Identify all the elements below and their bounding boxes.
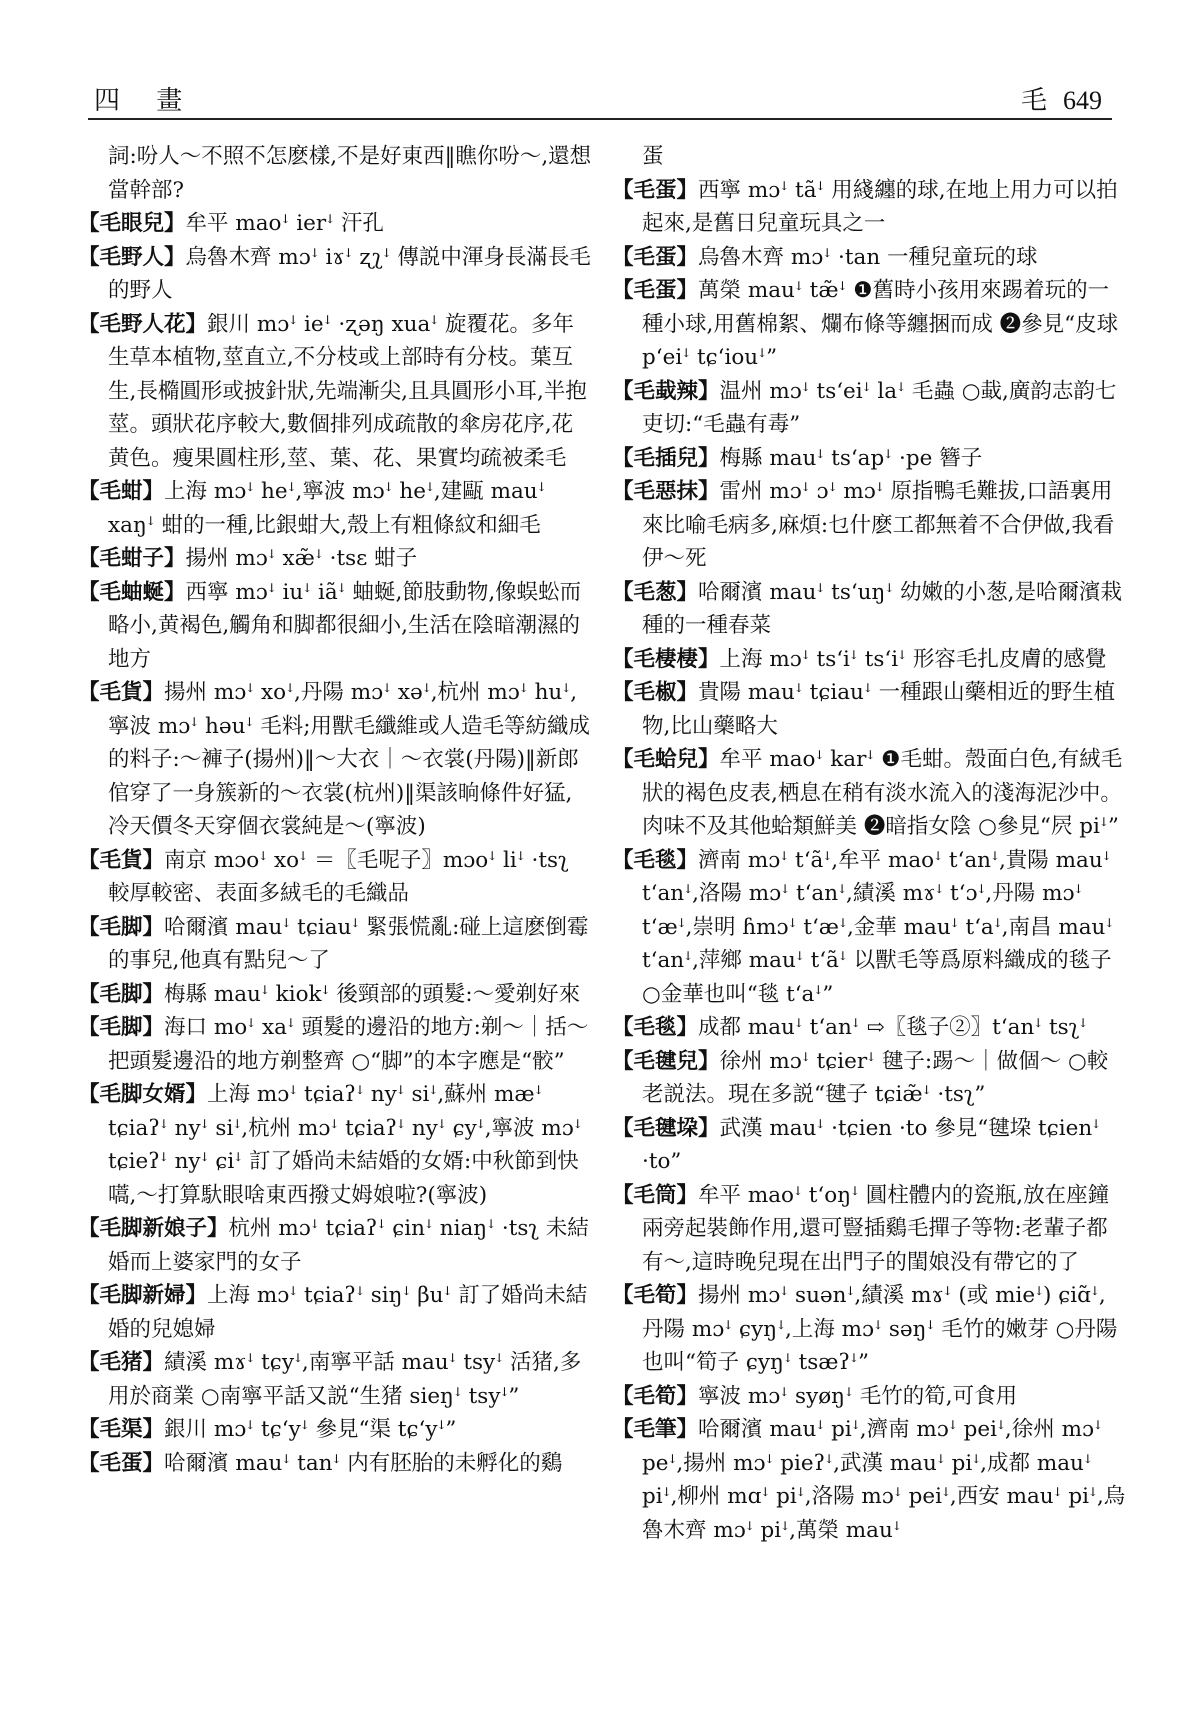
dictionary-entry (78, 1447, 593, 1481)
dictionary-entry (612, 274, 1127, 375)
dictionary-entry (612, 1045, 1127, 1112)
dictionary-entry (78, 978, 593, 1012)
entry-text: 成都 mauꜜ tʻanꜜ ⇨〖毯子②〗tʻanꜜ tsʅꜜ (698, 1015, 1088, 1040)
entry-headword: 【毛蛋】 (612, 177, 699, 203)
entry-text: 杭州 mɔꜜ tɕiaʔꜜ ɕinꜜ niaŋꜜ ·tsʅ 未結婚而上婆家門的女子 (108, 1216, 589, 1275)
dictionary-entry (612, 140, 1127, 174)
entry-text: 哈爾濱 mauꜜ tɕiauꜜ 緊張慌亂:碰上這麽倒霉的事兒,他真有點兒～了 (108, 914, 589, 973)
dictionary-entry (78, 1346, 593, 1413)
dictionary-entry (612, 844, 1127, 1012)
entry-headword: 【毛貨】 (78, 680, 165, 705)
dictionary-entry (78, 844, 593, 911)
entry-headword: 【毛猪】 (78, 1350, 165, 1375)
entry-headword: 【毛蚶子】 (78, 546, 186, 571)
entry-text: 南京 mɔoꜜ xoꜜ ＝〖毛呢子〗mɔoꜜ liꜜ ·tsʅ 較厚較密、表面多絨毛的毛織品 (108, 847, 569, 906)
entry-text: 寧波 mɔꜜ syøŋꜜ 毛竹的筍,可食用 (698, 1383, 1018, 1409)
dictionary-entry (78, 308, 593, 476)
entry-text: 烏魯木齊 mɔꜜ iɤꜜ ʐʅꜜ 傳説中渾身長滿長毛的野人 (108, 244, 591, 303)
entry-text: 梅縣 mauꜜ kiokꜜ 後頸部的頭髮:～愛剃好來 (164, 981, 581, 1007)
entry-text: 詞:吩人～不照不怎麽樣,不是好東西‖瞧你吩～,還想當幹部? (108, 144, 592, 203)
entry-text: 哈爾濱 mauꜜ tsʻuŋꜜ 幼嫩的小葱,是哈爾濱栽種的一種春菜 (642, 579, 1122, 638)
dictionary-entry (612, 1179, 1127, 1280)
entry-headword: 【毛野人花】 (78, 311, 208, 337)
entry-text: 烏魯木齊 mɔꜜ ·tan 一種兒童玩的球 (698, 244, 1038, 270)
entry-headword: 【毛筍】 (612, 1283, 699, 1308)
entry-text: 濟南 mɔꜜ tʻãꜜ,牟平 maoꜜ tʻanꜜ,貴陽 mauꜜ tʻanꜜ,洛陽 mɔꜜ tʻanꜜ,績溪 mɤꜜ tʻɔꜜ,丹陽 mɔꜜ tʻæꜜ,崇明 ɦmɔꜜ tʻæꜜ,金華 mauꜜ tʻaꜜ,南昌 mauꜜ tʻanꜜ,萍鄉 mauꜜ tʻãꜜ 以獸毛等爲原料織成的毯子 ○金華也叫“毯 tʻaꜜ” (642, 847, 1114, 1007)
dictionary-entry (78, 475, 593, 542)
entry-headword: 【毛脚】 (78, 981, 165, 1007)
dictionary-entry (612, 643, 1127, 677)
dictionary-entry (612, 1011, 1127, 1045)
dictionary-entry (612, 375, 1127, 442)
entry-text: 西寧 mɔꜜ iuꜜ iãꜜ 蚰蜒,節肢動物,像蜈蚣而略小,黄褐色,觸角和脚都很細小,生活在陰暗潮濕的地方 (108, 579, 582, 672)
dictionary-entry (612, 576, 1127, 643)
right-column (612, 140, 1127, 1710)
dictionary-entry (78, 1011, 593, 1078)
entry-text: 徐州 mɔꜜ tɕierꜜ 毽子:踢～｜做個～ ○較老説法。現在多説“毽子 tɕiæ̃ꜜ ·tsʅ” (642, 1048, 1109, 1107)
entry-headword: 【毛蛋】 (612, 278, 699, 303)
page-header (88, 80, 1112, 120)
left-column (78, 140, 593, 1710)
dictionary-entry (78, 1212, 593, 1279)
entry-text: 西寧 mɔꜜ tãꜜ 用綫纏的球,在地上用力可以拍起來,是舊日兒童玩具之一 (642, 177, 1118, 236)
entry-headword: 【毛脚】 (78, 1015, 165, 1040)
entry-headword: 【毛毯】 (612, 847, 699, 873)
headword-char: 毛 (1020, 86, 1047, 116)
entry-headword: 【毛渠】 (78, 1417, 165, 1442)
header-right (1021, 80, 1102, 117)
entry-text: 武漢 mauꜜ ·tɕien ·to 參見“毽垜 tɕienꜜ ·to” (642, 1115, 1101, 1174)
entry-headword: 【毛蛓辣】 (612, 378, 720, 404)
entry-headword: 【毛椒】 (612, 680, 699, 705)
entry-text: 揚州 mɔꜜ xæ̃ꜜ ·tsɛ 蚶子 (185, 546, 418, 571)
entry-headword: 【毛脚女婿】 (78, 1082, 208, 1107)
dictionary-entry (612, 241, 1127, 275)
entry-text: 績溪 mɤꜜ tɕyꜜ,南寧平話 mauꜜ tsyꜜ 活猪,多用於商業 ○南寧平話又説“生猪 sieŋꜜ tsyꜜ” (108, 1350, 582, 1409)
entry-text: 揚州 mɔꜜ xoꜜ,丹陽 mɔꜜ xəꜜ,杭州 mɔꜜ huꜜ,寧波 mɔꜜ həuꜜ 毛料;用獸毛纖維或人造毛等紡織成的料子:～褲子(揚州)‖～大衣｜～衣裳(丹陽)‖新郎倌穿了一身簇新的～衣裳(杭州)‖渠該晌條件好猛,冷天價冬天穿個衣裳純是～(寧波) (108, 680, 590, 839)
entry-text: 牟平 maoꜜ karꜜ ❶毛蚶。殼面白色,有絨毛狀的褐色皮表,栖息在稍有淡水流入的淺海泥沙中。肉味不及其他蛤類鮮美 ❷暗指女陰 ○參見“屄 piꜜ” (642, 747, 1123, 839)
entry-text: 雷州 mɔꜜ ɔꜜ mɔꜜ 原指鴨毛難拔,口語裏用來比喻毛病多,麻煩:乜什麽工都無着不合伊做,我看伊～死 (642, 479, 1115, 571)
dictionary-entry (78, 1413, 593, 1447)
entry-headword: 【毛毽兒】 (612, 1048, 720, 1074)
entry-text: 上海 mɔꜜ tɕiaʔꜜ nyꜜ siꜜ,蘇州 mæꜜ tɕiaʔꜜ nyꜜ siꜜ,杭州 mɔꜜ tɕiaʔꜜ nyꜜ ɕyꜜ,寧波 mɔꜜ tɕieʔꜜ nyꜜ ɕiꜜ 訂了婚尚未結婚的女婿:中秋節到快嚆,～打算馱眼啥東西撥丈姆娘啦?(寧波) (108, 1082, 582, 1208)
entry-headword: 【毛脚】 (78, 914, 165, 940)
entry-text: 温州 mɔꜜ tsʻeiꜜ laꜜ 毛蟲 ○蛓,廣韵志韵七吏切:“毛蟲有毒” (642, 378, 1117, 437)
entry-text: 哈爾濱 mauꜜ tanꜜ 内有胚胎的未孵化的鷄 (164, 1450, 563, 1476)
entry-headword: 【毛筒】 (612, 1182, 699, 1208)
dictionary-entry (612, 1112, 1127, 1179)
entry-headword: 【毛蛋】 (612, 244, 699, 270)
dictionary-entry (612, 442, 1127, 476)
entry-headword: 【毛脚新娘子】 (78, 1216, 229, 1241)
entry-text: 梅縣 mauꜜ tsʻapꜜ ·pe 簪子 (719, 445, 983, 471)
entry-text: 上海 mɔꜜ tɕiaʔꜜ siŋꜜ βuꜜ 訂了婚尚未結婚的兒媳婦 (108, 1283, 588, 1342)
entry-headword: 【毛棲棲】 (612, 646, 720, 672)
dictionary-entry (612, 1380, 1127, 1414)
entry-text: 貴陽 mauꜜ tɕiauꜜ 一種跟山藥相近的野生植物,比山藥略大 (642, 680, 1116, 739)
dictionary-entry (78, 676, 593, 844)
entry-text: 牟平 maoꜜ ierꜜ 汗孔 (185, 211, 384, 236)
dictionary-entry (612, 1279, 1127, 1380)
entry-headword: 【毛筆】 (612, 1417, 699, 1442)
entry-headword: 【毛筍】 (612, 1383, 699, 1409)
entry-text: 上海 mɔꜜ heꜜ,寧波 mɔꜜ heꜜ,建甌 mauꜜ xaŋꜜ 蚶的一種,比銀蚶大,殼上有粗條紋和細毛 (108, 479, 546, 538)
section-title: 四 畫 (94, 86, 197, 116)
dictionary-entry (612, 174, 1127, 241)
entry-headword: 【毛毽垜】 (612, 1115, 720, 1141)
entry-headword: 【毛惡抹】 (612, 479, 720, 504)
dictionary-entry (78, 1078, 593, 1212)
dictionary-entry (612, 1413, 1127, 1547)
entry-headword: 【毛蛤兒】 (612, 747, 720, 772)
entry-headword: 【毛蛋】 (78, 1450, 165, 1476)
entry-text: 萬榮 mauꜜ tæ̃ꜜ ❶舊時小孩用來踢着玩的一種小球,用舊棉絮、爛布條等纏捆而成 ❷參見“皮球 pʻeiꜜ tɕʻiouꜜ” (642, 278, 1119, 370)
entry-text: 上海 mɔꜜ tsʻiꜜ tsʻiꜜ 形容毛扎皮膚的感覺 (719, 646, 1107, 672)
entry-text: 揚州 mɔꜜ suənꜜ,績溪 mɤꜜ (或 mieꜜ) ɕiɑ̃ꜜ,丹陽 mɔꜜ ɕyŋꜜ,上海 mɔꜜ səŋꜜ 毛竹的嫩芽 ○丹陽也叫“筍子 ɕyŋꜜ tsæʔꜜ” (642, 1283, 1118, 1375)
dictionary-entry (78, 241, 593, 308)
dictionary-entry (78, 1279, 593, 1346)
entry-text: 海口 moꜜ xaꜜ 頭髮的邊沿的地方:剃～｜括～把頭髮邊沿的地方剃整齊 ○“脚”的本字應是“骹” (108, 1015, 589, 1074)
entry-headword: 【毛葱】 (612, 579, 699, 605)
entry-text: 銀川 mɔꜜ ieꜜ ·ʐəŋ xuaꜜ 旋覆花。多年生草本植物,莖直立,不分枝或上部時有分枝。葉互生,長橢圓形或披針狀,先端漸尖,且具圓形小耳,半抱莖。頭狀花序較大,數個排列成疏散的傘房花序,花黄色。瘦果圓柱形,莖、葉、花、果實均疏被柔毛 (108, 311, 587, 471)
entry-headword: 【毛毯】 (612, 1015, 699, 1040)
entry-text: 銀川 mɔꜜ tɕʻyꜜ 參見“渠 tɕʻyꜜ” (164, 1417, 457, 1442)
dictionary-entry (612, 743, 1127, 844)
page-number: 649 (1063, 86, 1102, 115)
entry-headword: 【毛野人】 (78, 244, 186, 270)
dictionary-entry (78, 207, 593, 241)
dictionary-entry (612, 676, 1127, 743)
entry-headword: 【毛脚新婦】 (78, 1283, 208, 1308)
entry-headword: 【毛眼兒】 (78, 211, 186, 236)
entry-text: 哈爾濱 mauꜜ piꜜ,濟南 mɔꜜ peiꜜ,徐州 mɔꜜ peꜜ,揚州 mɔꜜ pieʔꜜ,武漢 mauꜜ piꜜ,成都 mauꜜ piꜜ,柳州 mɑꜜ piꜜ,洛陽 mɔꜜ peiꜜ,西安 mauꜜ piꜜ,烏魯木齊 mɔꜜ piꜜ,萬榮 mauꜜ (642, 1417, 1126, 1543)
dictionary-entry (78, 542, 593, 576)
dictionary-entry (78, 576, 593, 677)
entry-headword: 【毛蚰蜒】 (78, 579, 186, 605)
entry-headword: 【毛蚶】 (78, 479, 165, 504)
dictionary-entry (612, 475, 1127, 576)
entry-headword: 【毛貨】 (78, 847, 165, 873)
entry-text: 牟平 maoꜜ tʻoŋꜜ 圓柱體内的瓷瓶,放在座鐘兩旁起裝飾作用,還可豎插鷄毛撣子等物:老輩子都有～,這時晚兒現在出門子的閨娘没有帶它的了 (642, 1182, 1110, 1275)
dictionary-entry (78, 140, 593, 207)
entry-text: 蛋 (642, 144, 664, 169)
dictionary-entry (78, 911, 593, 978)
entry-headword: 【毛插兒】 (612, 445, 720, 471)
